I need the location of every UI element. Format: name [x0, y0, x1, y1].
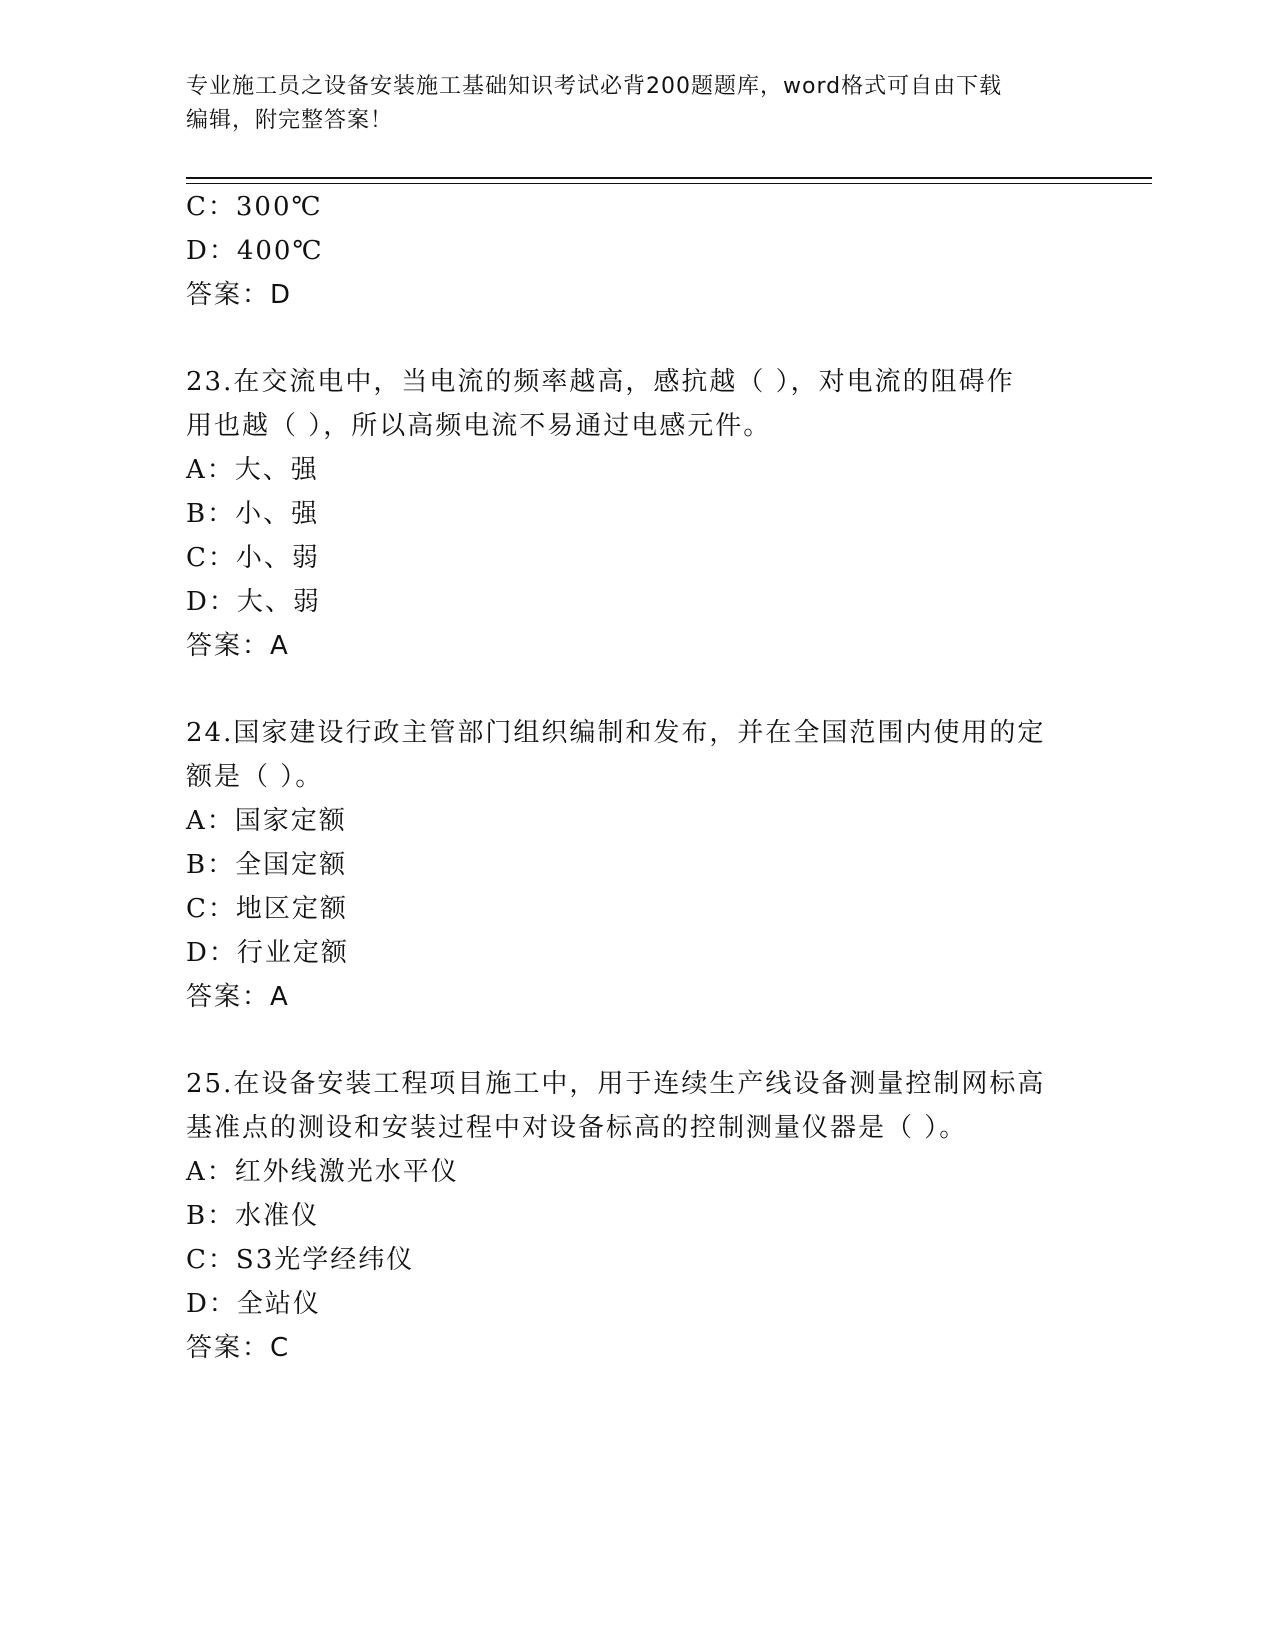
question-stem-line-2: 额是（ ）。 [186, 762, 324, 792]
question-stem-line-1: 25.在设备安装工程项目施工中，用于连续生产线设备测量控制网标高 [186, 1069, 1046, 1099]
header-divider-thick [186, 177, 1152, 179]
option-c: C：S3光学经纬仪 [186, 1245, 415, 1275]
option-d: D：大、弱 [186, 587, 321, 617]
document-header [186, 70, 1066, 138]
option-c: C：小、弱 [186, 543, 320, 573]
question-stem-line-2: 用也越（ ），所以高频电流不易通过电感元件。 [186, 411, 772, 441]
question-stem-line-1: 23.在交流电中，当电流的频率越高，感抗越（ ），对电流的阻碍作 [186, 367, 1015, 397]
option-b: B：全国定额 [186, 850, 348, 880]
option-d: D：400℃ [186, 236, 324, 266]
option-d: D：行业定额 [186, 938, 349, 968]
answer-line: 答案：C [186, 1333, 291, 1363]
answer-line: 答案：A [186, 982, 290, 1012]
answer-line: 答案：D [186, 280, 293, 310]
question-stem-line-2: 基准点的测设和安装过程中对设备标高的控制测量仪器是（ ）。 [186, 1113, 968, 1143]
option-d: D：全站仪 [186, 1289, 321, 1319]
header-line-1: 专业施工员之设备安装施工基础知识考试必背200题题库，word格式可自由下载 [186, 74, 1003, 99]
option-a: A：大、强 [186, 455, 319, 485]
answer-line: 答案：A [186, 631, 290, 661]
question-stem-line-1: 24.国家建设行政主管部门组织编制和发布，并在全国范围内使用的定 [186, 718, 1046, 748]
header-line-2: 编辑，附完整答案！ [186, 108, 394, 133]
option-c: C：300℃ [186, 192, 323, 222]
option-c: C：地区定额 [186, 894, 348, 924]
option-a: A：红外线激光水平仪 [186, 1157, 459, 1187]
option-b: B：小、强 [186, 499, 320, 529]
option-b: B：水准仪 [186, 1201, 320, 1231]
header-divider-thin [186, 183, 1152, 184]
option-a: A：国家定额 [186, 806, 347, 836]
